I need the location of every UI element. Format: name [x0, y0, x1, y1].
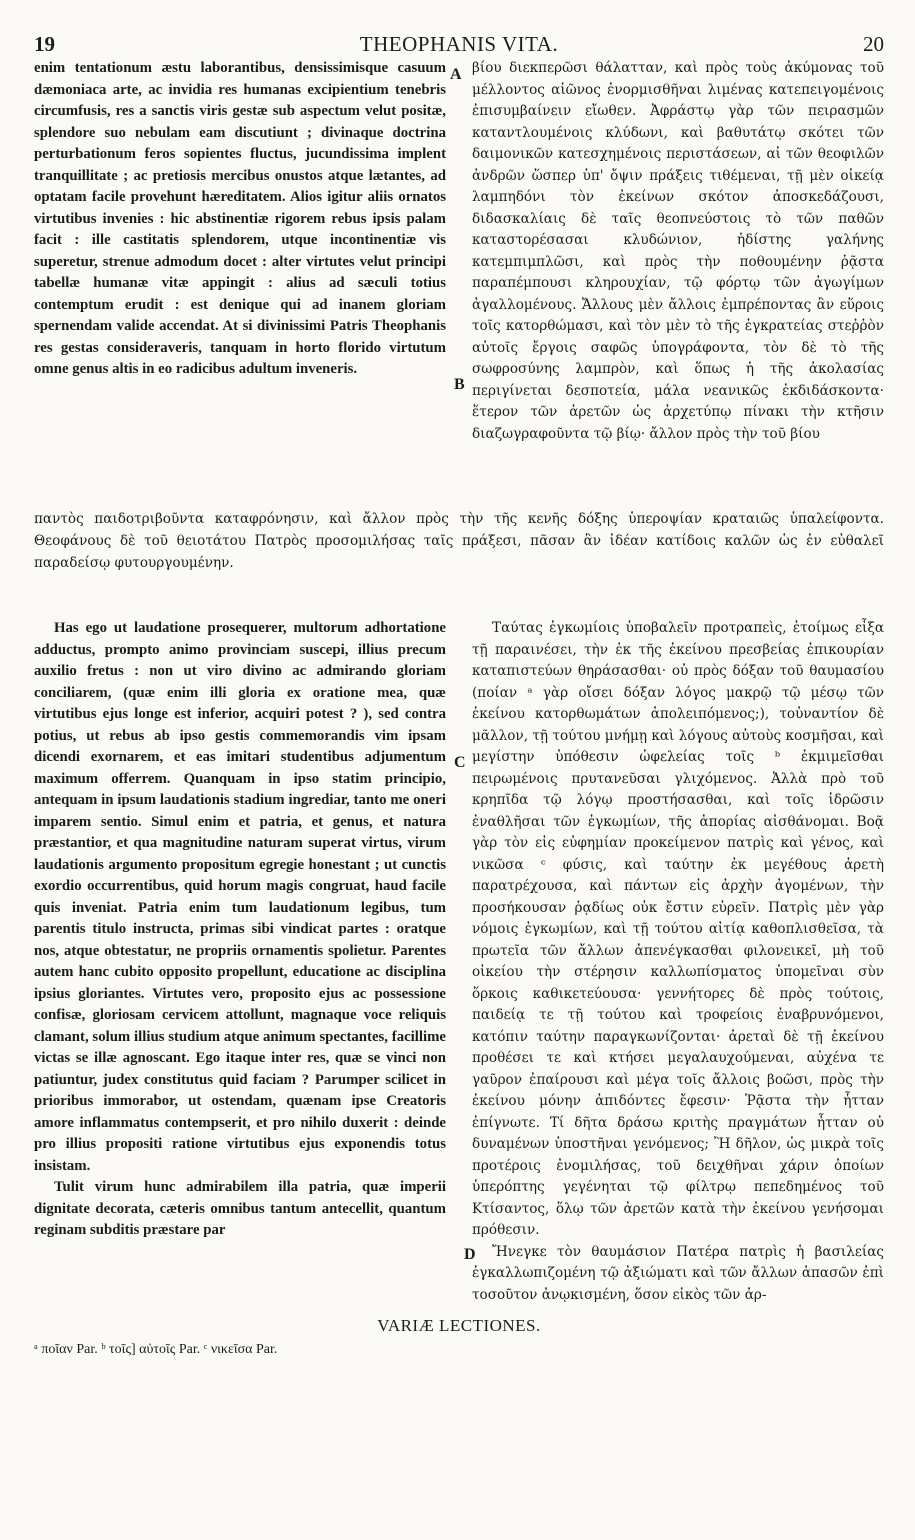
greek-paragraph: Ταύτας ἐγκωμίοις ὑποβαλεῖν προτραπεὶς, ἑτοίμως εἶξα τῇ παραινέσει, τὴν ἐκ τῆς ἐκείνου πρεσβείας ἐπικουρίαν καταπιστεύων θηράσασθαι· οὐ πρὸς δόξαν τοῦ θαυμασίου (ποίαν ᵃ γὰρ οἴσει δόξαν λόγος μακρῷ τῷ μέσῳ τῶν ἐκείνου κατορθωμάτων ἀπολειπόμενος;), τοὐναντίον δὲ μᾶλλον, τῇ τούτου μνήμῃ καὶ λόγους αὐτοὺς κοσμῆσαι, καὶ μεγίστην ὑπόθεσιν ὠφελείας τοῖς ᵇ ἐκμιμεῖσθαι πειρωμένοις πρυτανεῦσαι γλιχόμενος. Ἀλλὰ πρὸ τοῦ κρηπῖδα τῷ λόγῳ προστήσασθαι, καὶ τοῖς ἱδρῶσιν ἐναθλῆσαι τῶν ἐγκωμίων, τῆς ἀπορίας αἰσθάνομαι. Βοᾷ γὰρ τὸν εἰς εὐφημίαν προκείμενον πατρὶς καὶ γένος, καὶ νικῶσα ᶜ φύσις, καὶ ταύτην ἐκ μεγέθους ἀρετὴ παρατρέχουσα, καὶ πάντων εἰς ἀρχὴν ἀγομένων, τὴν προσήκουσαν ῥᾳδίως οὐκ ἔστιν εὑρεῖν. Πατρὶς μὲν γὰρ νόμοις ἐγκωμίων, καὶ τῇ τούτου αἰτίᾳ καθοπλισθεῖσα, τὰ πρωτεῖα τῶν ἄλλων ἀπενέγκασθαι φιλονεικεῖ, μὴ τοῦ οἰκείου τὴν στέρησιν καλλωπίσματος ὑπομεῖναι σὺν ὅρκοις καθικετεύουσα· γεννήτορες δὲ πρὸς τούτοις, παιδείᾳ τε τῇ τούτου καὶ τροφείοις ἐναβρυνόμενοι, κατόπιν ταύτην παραγκωνίζονται· ἀρεταὶ δὲ τῇ ἐκείνου προθέσει τε καὶ κτήσει μεγαλαυχούμεναι, αὐχένα τε γαῦρον ἐπαίρουσι καὶ μέγα τοῖς ἄλλοις βοῶσι, πρὸς τὴν ἐκείνου μόνην ἀπιδόντες ἔφεσιν· Ῥᾷστα τὴν ἧτταν ἐπίγνωτε. Τί δῆτα δράσω κριτὴς πραγμάτων ἧτταν οὐ δυναμένων ὑποστῆναι γενόμενος; Ἢ δῆλον, ὡς μικρὰ τοῖς προτέροις ἐνομιλήσας, τοῦ δειχθῆναι χάριν ὁποίων ὑπερόπτης γεγένηται τῷ φίλτρῳ πεπεδημένος τοῦ Κτίσαντος, ὅλῳ τῶν ἀρετῶν κατὰ τὴν ἐκείνου γενήσομαι πρόθεσιν.	[472, 620, 884, 1238]
margin-marker-b: B	[454, 376, 465, 393]
section-one	[34, 58, 884, 508]
full-width-greek-block	[34, 508, 884, 604]
greek-text: βίου διεκπερῶσι θάλατταν, καὶ πρὸς τοὺς ἀκύμονας τοῦ μέλλοντος αἰῶνος ἐνορμισθῆναι λιμένας κατεπειγομένοις ἐπισυμβαίνειν εἴωθεν. Ἀφράστῳ γὰρ τῶν πειρασμῶν καταντλουμένοις κλύδωνι, καὶ βαθυτάτῳ σκότει τῶν δαιμονικῶν κατεσχημένοις περιστάσεων, αἱ τῶν θεοφιλῶν ἀνδρῶν ὥσπερ ὑπ' ὄψιν πράξεις τιθέμεναι, τῇ μὲν οἰκείᾳ λαμπηδόνι τὸν ἐκείνων σκότον ἀποσκεδάζουσι, διδασκαλίαις δὲ ταῖς θεοπνεύστοις τὸ τῶν παθῶν καταστορέσασαι κλυδώνιον, ἡδίστης γαλήνης κατεμπιμπλῶσι, καὶ πρὸς τὴν ποθουμένην ῥᾷστα παραπέμπουσι κληρουχίαν, τῷ φόρτῳ τῶν ἀγωγίμων ἀγαλλομένους. Ἄλλους μὲν ἄλλοις ἐμπρέποντας ἂν εὕροις τοῖς κατορθώμασι, καὶ τὸν μὲν τὸ τῆς ἐγκρατείας στεῤῥὸν αὐτοῖς ἔργοις σαφῶς ὑπογράφοντα, τὸν δὲ τὸ τῆς σωφροσύνης λαμπρὸν, καὶ ὅπως ἡ τῆς ἀκολασίας περιγίνεται δεσποτεία, μάλα νεανικῶς ἐκδιδάσκοντα· ἕτερον τῶν ἀρετῶν ὡς ἀρχετύπῳ πίνακι τὴν κτῆσιν διαζωγραφοῦντα τῷ βίῳ· ἄλλον πρὸς τὴν τοῦ βίου	[472, 60, 884, 442]
latin-text: enim tentationum æstu laborantibus, densissimisque casuum dæmoniaca arte, ac invidia res humanas excipientium tenebris circumfusis, res a sanctis viris gestæ sub aspectum velut positæ, splendore suo nebulam eam discutiunt ; divinaque doctrina perturbationum feros sopientes fluctus, jucundissima implent tranquillitate ; ac pretiosis mercibus onustos atque lætantes, ad optatam facile provehunt hæreditatem. Alios igitur aliis ornatos virtutibus invenies : hic abstinentiæ rigorem rebus ipsis palam facit : ille castitatis splendorem, utque incontinentiæ vis superetur, strenue admodum docet : alter virtutes velut principi tabellæ humanæ vitæ appingit : alius ad sæculi totius contemptum erudit : est denique qui ad inanem gloriam spernendam valide accendat. At si divinissimi Patris Theophanis res gestas consideraveris, tanquam in horto florido virtutum omne genus altis in eo radicibus adultum inveneris.	[34, 60, 446, 377]
greek-column	[472, 58, 884, 508]
greek-paragraph: Ἤνεγκε τὸν θαυμάσιον Πατέρα πατρὶς ἡ βασιλείας ἐγκαλλωπιζομένη τῷ ἀξιώματι καὶ τῶν ἄλλων ἁπασῶν ἐπὶ τοσοῦτον ἀνῳκισμένη, ὅσον εἰκὸς τῶν ἀρ-	[472, 1243, 884, 1303]
latin-column-2	[34, 618, 446, 1306]
page-number-right: 20	[863, 32, 884, 56]
page	[34, 28, 884, 1358]
margin-marker-a: A	[450, 66, 462, 83]
margin-marker-c: C	[454, 754, 466, 771]
greek-column-2	[472, 618, 884, 1306]
section-two	[34, 618, 884, 1306]
latin-paragraph: Tulit virum hunc admirabilem illa patria, quæ imperii dignitate decorata, cæteris omnibus tantum antecellit, quantum reginam subditis præstare par	[34, 1179, 446, 1238]
latin-paragraph: Has ego ut laudatione prosequerer, multorum adhortatione adductus, prompto animo provinciam suscepi, illius precum auxilio fretus : non ut viro divino ac admirando gloriam conciliarem, (quæ enim illi gloria ex oratione mea, quæ virtutibus ejus longe est inferior, acquiri potest ? ), sed contra potius, ut rebus ab ipso gestis commemorandis vim ipsam dicendi exornarem, et eas imitari studentibus adjumentum maximum offerrem. Quanquam in ipso statim principio, antequam in ipsum laudationis stadium ingrediar, tanto me oneri imparem sentio. Simul enim et patria, et genus, et natura præstantior, et qua magnitudine naturam superat virtus, virum laudationis argumento propositum egregie honestant ; ut cunctis exordio occurrentibus, quid horum magis congruat, haud facile quis inveniat. Patria enim tum laudationum legibus, tum parentis titulo instructa, primas sibi vindicat partes : oratque nos, atque obtestatur, ne propriis ornamentis spolietur. Parentes autem hanc cubito opposito propellunt, educatione ac disciplina ipsius gloriantes. Virtutes vero, proposito ejus ac possessione confisæ, gloriosam cervicem attollunt, magnaque voce reliquis clamant, solum illius studium atque animum spectantes, facillime victas se illæ agnoscant. Ego itaque inter res, quæ se vinci non patiuntur, judex constitutus quid faciam ? Parumper scilicet in prioribus immorabor, ut ostendam, quænam ipse Creatoris amore inflammatus contempserit, et pro nihilo duxerit : deinde pro illius propositi ratione virtutibus ejus exponendis totus insistam.	[34, 620, 446, 1174]
variae-lectiones-notes: ᵃ ποῖαν Par. ᵇ τοῖς] αὐτοῖς Par. ᶜ νικεῖσα Par.	[34, 1342, 278, 1357]
variae-lectiones-heading: VARIÆ LECTIONES.	[377, 1316, 541, 1335]
page-number-left: 19	[34, 32, 55, 56]
page-header	[34, 28, 884, 58]
latin-column	[34, 58, 446, 508]
running-title: THEOPHANIS VITA.	[359, 32, 559, 56]
full-width-greek-text: παντὸς παιδοτριβοῦντα καταφρόνησιν, καὶ ἄλλον πρὸς τὴν τῆς κενῆς δόξης ὑπεροψίαν κραταιῶς ὑπαλείφοντα. Θεοφάνους δὲ τοῦ θειοτάτου Πατρὸς προσομιλήσας ταῖς πράξεσι, πᾶσαν ἂν ἰδέαν κατίδοις καλῶν ὡς ἐν εὐθαλεῖ παραδείσῳ φυτουργουμένην.	[34, 511, 884, 571]
margin-marker-d: D	[464, 1246, 476, 1263]
